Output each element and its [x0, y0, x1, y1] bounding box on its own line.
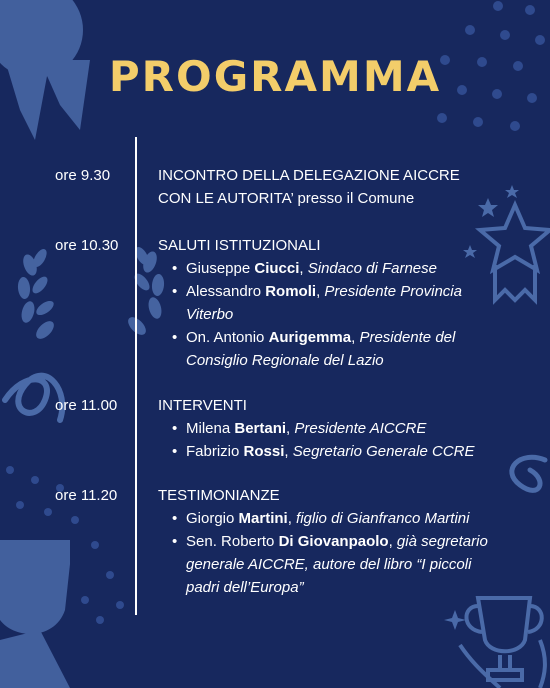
- page-title: PROGRAMMA: [108, 52, 442, 101]
- swirl-right-decoration-icon: [512, 457, 545, 490]
- speaker-surname: Rossi: [243, 443, 285, 460]
- speaker-role: Presidente Provincia Viterbo: [186, 283, 462, 323]
- speaker-item: • Giorgio Martini, figlio di Gianfranco Martini: [158, 507, 498, 530]
- speaker-list: [158, 417, 498, 463]
- speaker-item: • Giuseppe Ciucci, Sindaco di Farnese: [158, 257, 498, 280]
- speaker-surname: Romoli: [265, 283, 317, 300]
- speaker-surname: Di Giovanpaolo: [278, 533, 389, 550]
- speaker-surname: Aurigemma: [268, 329, 352, 346]
- swirl-decoration-icon: [5, 376, 62, 420]
- speaker-role: Sindaco di Farnese: [307, 260, 437, 277]
- speaker-list: [158, 507, 498, 599]
- entry-content: [158, 234, 498, 372]
- entry-content: [158, 394, 498, 463]
- sparkle-icon: [444, 610, 466, 630]
- trophy-icon: [460, 598, 545, 688]
- entry-time: ore 10.30: [55, 237, 119, 254]
- entry-heading: INTERVENTI: [158, 397, 247, 414]
- entry-heading: SALUTI ISTITUZIONALI: [158, 237, 321, 254]
- entry-heading-line: INCONTRO DELLA DELEGAZIONE AICCRE: [158, 167, 460, 184]
- speaker-surname: Bertani: [234, 420, 287, 437]
- speaker-list: [158, 257, 498, 372]
- entry-content: [158, 164, 498, 210]
- entry-time: ore 11.20: [55, 487, 118, 504]
- entry-time: ore 9.30: [55, 167, 111, 184]
- timeline-divider: [135, 137, 137, 615]
- entry-heading: [158, 164, 498, 210]
- speaker-role: Segretario Generale CCRE: [292, 443, 475, 460]
- speaker-role: Presidente AICCRE: [294, 420, 427, 437]
- speaker-surname: Martini: [238, 510, 288, 527]
- speaker-item: • Fabrizio Rossi, Segretario Generale CCRE: [158, 440, 498, 463]
- speaker-item: • On. Antonio Aurigemma, Presidente del Consiglio Regionale del Lazio: [158, 326, 498, 372]
- speaker-item: • Alessandro Romoli, Presidente Provincia Viterbo: [158, 280, 498, 326]
- entry-heading: TESTIMONIANZE: [158, 487, 280, 504]
- entry-time: ore 11.00: [55, 397, 118, 414]
- speaker-role: Presidente del Consiglio Regionale del Lazio: [186, 329, 456, 369]
- speaker-item: • Milena Bertani, Presidente AICCRE: [158, 417, 498, 440]
- graduate-figure-icon: [0, 540, 70, 688]
- entry-heading-line: CON LE AUTORITA’ presso il Comune: [158, 190, 415, 207]
- entry-content: [158, 484, 498, 599]
- laurel-wreath-icon: [17, 245, 165, 342]
- speaker-role: già segretario generale AICCRE, autore del libro “I piccoli padri dell’Europa”: [186, 533, 488, 596]
- speaker-item: • Sen. Roberto Di Giovanpaolo, già segretario generale AICCRE, autore del libro “I piccoli padri dell’Europa”: [158, 530, 498, 599]
- speaker-role: figlio di Gianfranco Martini: [296, 510, 470, 527]
- speaker-surname: Ciucci: [254, 260, 300, 277]
